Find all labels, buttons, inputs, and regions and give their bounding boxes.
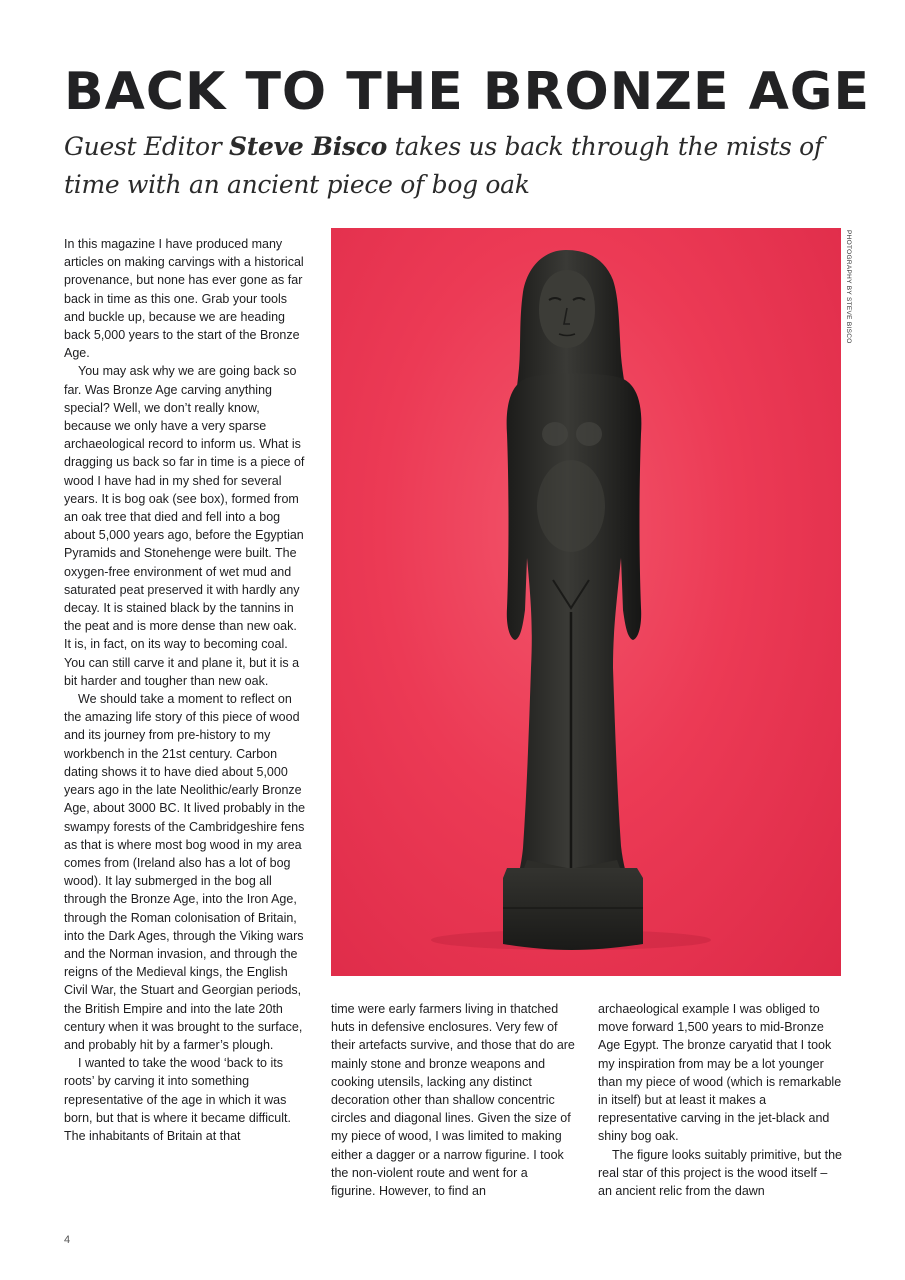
- photo-credit: PHOTOGRAPHY BY STEVE BISCO: [845, 230, 852, 344]
- page-number: 4: [64, 1234, 71, 1246]
- paragraph: We should take a moment to reflect on the amazing life story of this piece of wood and its journey from pre-history to my workbench in the 21st century. Carbon dating shows it to have died about 5,000 years ago in the late Neolithic/early Bronze Age, about 3000 BC. It lived probably in the swampy forests of the Cambridgeshire fens as that is where most bog wood in my area comes from (Ireland also has a lot of bog wood). It lay submerged in the bog all through the Bronze Age, into the Iron Age, through the Roman colonisation of Britain, into the Dark Ages, through the Viking wars and the Norman invasion, and through the reigns of the Medieval kings, the English Civil War, the Stuart and Georgian periods, the British Empire and into the late 20th century when it was brought to the surface, and probably hit by a farmer’s plough.: [64, 692, 306, 1052]
- body-column-1: [64, 235, 307, 1145]
- standfirst-prefix: Guest Editor: [64, 132, 230, 161]
- paragraph: The figure looks suitably primitive, but the real star of this project is the wood itself – an ancient relic from the dawn: [598, 1147, 842, 1199]
- paragraph: I wanted to take the wood ‘back to its roots’ by carving it into something representative of the age in which it was born, but that is where it became difficult. The inhabitants of Britain at that: [64, 1056, 291, 1143]
- standfirst: [64, 128, 854, 204]
- article-title: BACK TO THE BRONZE AGE: [64, 62, 871, 122]
- author-name: Steve Bisco: [229, 132, 387, 161]
- body-column-2: [331, 1000, 575, 1200]
- bog-oak-figurine-illustration: [331, 228, 841, 976]
- paragraph: You may ask why we are going back so far. Was Bronze Age carving anything special? Well, we don’t really know, because we only have a very sparse archaeological record to inform us. What is dragging us back so far in time is a piece of wood I have had in my shed for several years. It is bog oak (see box), formed from an oak tree that died and fell into a bog about 5,000 years ago, before the Egyptian Pyramids and Stonehenge were built. The oxygen-free environment of wet mud and saturated peat preserved it with hardly any decay. It is stained black by the tannins in the peat and is more dense than new oak. It is, in fact, on its way to becoming coal. You can still carve it and plane it, but it is a bit harder and tougher than new oak.: [64, 364, 305, 688]
- paragraph: In this magazine I have produced many articles on making carvings with a historical provenance, but none has ever gone as far back in time as this one. Grab your tools and buckle up, because we are heading back 5,000 years to the start of the Bronze Age.: [64, 237, 304, 361]
- paragraph: archaeological example I was obliged to move forward 1,500 years to mid-Bronze Age Egypt. The bronze caryatid that I took my inspiration from may be a lot younger than my piece of wood (which is remarkable in itself) but at least it makes a representative carving in the jet-black and shiny bog oak.: [598, 1002, 842, 1144]
- paragraph: time were early farmers living in thatched huts in defensive enclosures. Very few of their artefacts survive, and those that do are mainly stone and bronze weapons and cooking utensils, lacking any distinct decoration other than shallow concentric circles and diagonal lines. Given the size of my piece of wood, I was limited to making either a dagger or a narrow figurine. I took the non-violent route and went for a figurine. However, to find an: [331, 1002, 575, 1199]
- body-column-3: [598, 1000, 842, 1200]
- standfirst-suffix: takes us back through the mists of time with an ancient piece of bog oak: [64, 132, 823, 199]
- figurine-photo: [331, 228, 841, 976]
